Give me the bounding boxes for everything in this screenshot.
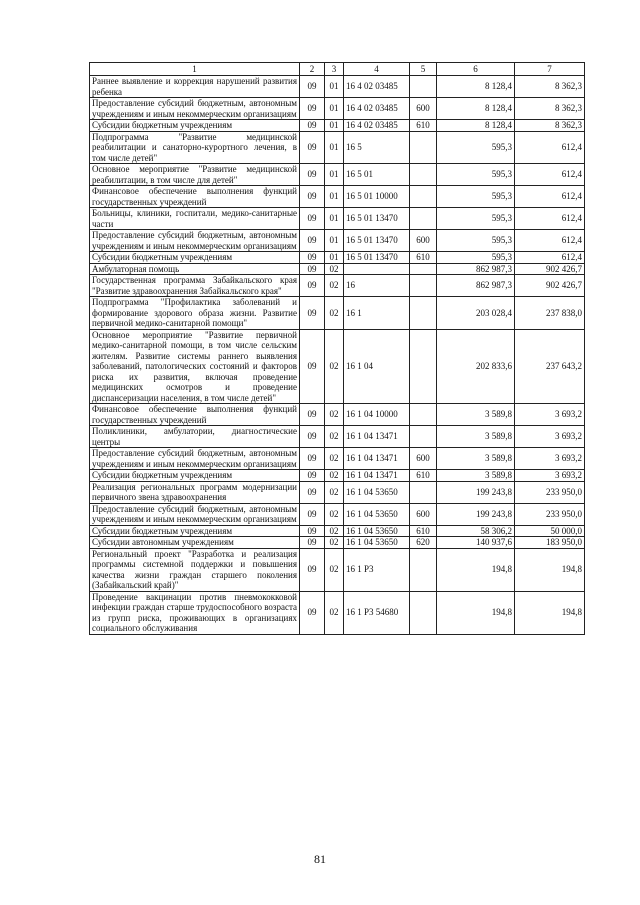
table-row — [90, 208, 585, 230]
row-section-cell: 09 — [300, 76, 325, 98]
row-section-cell: 09 — [300, 164, 325, 186]
row-section-cell: 09 — [300, 503, 325, 525]
row-amount-year1-cell: 199 243,8 — [437, 503, 515, 525]
row-amount-year1-cell: 199 243,8 — [437, 481, 515, 503]
row-target-article-cell: 16 5 01 13470 — [344, 208, 410, 230]
row-subsection-cell: 01 — [325, 120, 344, 132]
row-expense-type-cell: 610 — [410, 252, 437, 264]
table-body — [90, 76, 585, 635]
row-section-cell: 09 — [300, 525, 325, 537]
table-row — [90, 525, 585, 537]
row-amount-year1-cell: 862 987,3 — [437, 263, 515, 275]
row-subsection-cell: 02 — [325, 548, 344, 591]
row-target-article-cell: 16 4 02 03485 — [344, 76, 410, 98]
row-amount-year1-cell: 202 833,6 — [437, 329, 515, 404]
row-amount-year2-cell: 237 643,2 — [515, 329, 585, 404]
row-name-cell: Амбулаторная помощь — [90, 263, 300, 275]
row-amount-year1-cell: 8 128,4 — [437, 76, 515, 98]
row-expense-type-cell: 610 — [410, 470, 437, 482]
row-subsection-cell: 02 — [325, 263, 344, 275]
budget-table — [89, 62, 585, 635]
table-row — [90, 470, 585, 482]
row-amount-year2-cell: 612,4 — [515, 252, 585, 264]
row-target-article-cell: 16 1 04 13471 — [344, 426, 410, 448]
row-expense-type-cell — [410, 404, 437, 426]
row-amount-year2-cell: 612,4 — [515, 230, 585, 252]
row-amount-year1-cell: 862 987,3 — [437, 275, 515, 297]
row-name-cell: Государственная программа Забайкальского края "Развитие здравоохранения Забайкальского края" — [90, 275, 300, 297]
row-amount-year1-cell: 595,3 — [437, 164, 515, 186]
row-subsection-cell: 02 — [325, 404, 344, 426]
table-row — [90, 537, 585, 549]
row-section-cell: 09 — [300, 481, 325, 503]
row-target-article-cell: 16 1 04 53650 — [344, 481, 410, 503]
row-subsection-cell: 02 — [325, 426, 344, 448]
row-expense-type-cell: 610 — [410, 120, 437, 132]
row-name-cell: Предоставление субсидий бюджетным, автономным учреждениям и иным некоммерческим организациям — [90, 230, 300, 252]
table-row — [90, 263, 585, 275]
row-amount-year2-cell: 612,4 — [515, 164, 585, 186]
row-expense-type-cell — [410, 186, 437, 208]
row-subsection-cell: 01 — [325, 186, 344, 208]
row-amount-year1-cell: 194,8 — [437, 591, 515, 634]
row-target-article-cell: 16 4 02 03485 — [344, 120, 410, 132]
row-name-cell: Субсидии бюджетным учреждениям — [90, 252, 300, 264]
row-subsection-cell: 01 — [325, 76, 344, 98]
table-row — [90, 131, 585, 164]
table-row — [90, 591, 585, 634]
row-name-cell: Проведение вакцинации против пневмококковой инфекции граждан старше трудоспособного возраста из групп риска, проживающих в организациях социального обслуживания — [90, 591, 300, 634]
row-amount-year2-cell: 612,4 — [515, 208, 585, 230]
table-row — [90, 275, 585, 297]
row-name-cell: Финансовое обеспечение выполнения функций государственных учреждений — [90, 186, 300, 208]
row-amount-year1-cell: 8 128,4 — [437, 120, 515, 132]
row-expense-type-cell — [410, 329, 437, 404]
table-row — [90, 98, 585, 120]
row-amount-year2-cell: 3 693,2 — [515, 470, 585, 482]
row-amount-year1-cell: 203 028,4 — [437, 297, 515, 330]
row-amount-year2-cell: 8 362,3 — [515, 98, 585, 120]
table-row — [90, 548, 585, 591]
row-amount-year2-cell: 612,4 — [515, 131, 585, 164]
row-expense-type-cell — [410, 208, 437, 230]
table-row — [90, 448, 585, 470]
row-section-cell: 09 — [300, 208, 325, 230]
row-expense-type-cell: 610 — [410, 525, 437, 537]
row-name-cell: Региональный проект "Разработка и реализация программы системной поддержки и повышения качества жизни граждан старшего поколения (Забайкальский край)" — [90, 548, 300, 591]
row-section-cell: 09 — [300, 131, 325, 164]
row-expense-type-cell — [410, 591, 437, 634]
row-expense-type-cell: 600 — [410, 230, 437, 252]
header-cell: 3 — [325, 63, 344, 76]
row-amount-year2-cell: 194,8 — [515, 591, 585, 634]
row-section-cell: 09 — [300, 448, 325, 470]
row-subsection-cell: 01 — [325, 230, 344, 252]
row-target-article-cell: 16 — [344, 275, 410, 297]
row-name-cell: Субсидии бюджетным учреждениям — [90, 525, 300, 537]
row-amount-year1-cell: 8 128,4 — [437, 98, 515, 120]
row-section-cell: 09 — [300, 275, 325, 297]
row-subsection-cell: 01 — [325, 98, 344, 120]
row-subsection-cell: 02 — [325, 525, 344, 537]
row-target-article-cell: 16 5 01 13470 — [344, 252, 410, 264]
row-target-article-cell: 16 1 P3 54680 — [344, 591, 410, 634]
row-subsection-cell: 02 — [325, 481, 344, 503]
row-name-cell: Подпрограмма "Развитие медицинской реабилитации и санаторно-курортного лечения, в том числе детей" — [90, 131, 300, 164]
row-amount-year2-cell: 183 950,0 — [515, 537, 585, 549]
row-name-cell: Поликлиники, амбулатории, диагностические центры — [90, 426, 300, 448]
header-cell: 7 — [515, 63, 585, 76]
row-target-article-cell: 16 1 04 13471 — [344, 470, 410, 482]
row-name-cell: Предоставление субсидий бюджетным, автономным учреждениям и иным некоммерческим организациям — [90, 503, 300, 525]
row-subsection-cell: 02 — [325, 297, 344, 330]
row-section-cell: 09 — [300, 537, 325, 549]
row-section-cell: 09 — [300, 426, 325, 448]
table-row — [90, 230, 585, 252]
table-row — [90, 252, 585, 264]
row-expense-type-cell — [410, 263, 437, 275]
row-amount-year1-cell: 595,3 — [437, 131, 515, 164]
row-amount-year1-cell: 3 589,8 — [437, 470, 515, 482]
row-target-article-cell: 16 5 01 — [344, 164, 410, 186]
row-amount-year1-cell: 3 589,8 — [437, 448, 515, 470]
row-amount-year2-cell: 3 693,2 — [515, 448, 585, 470]
row-name-cell: Основное мероприятие "Развитие медицинской реабилитации, в том числе для детей" — [90, 164, 300, 186]
table-row — [90, 503, 585, 525]
row-subsection-cell: 02 — [325, 470, 344, 482]
row-amount-year2-cell: 3 693,2 — [515, 426, 585, 448]
row-subsection-cell: 01 — [325, 131, 344, 164]
row-section-cell: 09 — [300, 548, 325, 591]
row-name-cell: Основное мероприятие "Развитие первичной медико-санитарной помощи, в том числе сельским жителям. Развитие системы раннего выявления заболеваний, патологических состояний и факторов риска их развития, включая проведение медицинских осмотров и проведение диспансеризации населения, в том числе детей" — [90, 329, 300, 404]
row-expense-type-cell: 600 — [410, 448, 437, 470]
row-expense-type-cell — [410, 481, 437, 503]
row-amount-year2-cell: 612,4 — [515, 186, 585, 208]
row-section-cell: 09 — [300, 186, 325, 208]
row-section-cell: 09 — [300, 230, 325, 252]
row-amount-year2-cell: 8 362,3 — [515, 76, 585, 98]
table-row — [90, 120, 585, 132]
table-row — [90, 426, 585, 448]
row-section-cell: 09 — [300, 297, 325, 330]
row-expense-type-cell — [410, 297, 437, 330]
table-header-row — [90, 63, 585, 76]
row-amount-year1-cell: 595,3 — [437, 252, 515, 264]
row-expense-type-cell: 600 — [410, 98, 437, 120]
row-amount-year1-cell: 595,3 — [437, 208, 515, 230]
table-row — [90, 481, 585, 503]
row-expense-type-cell — [410, 131, 437, 164]
table-row — [90, 329, 585, 404]
row-section-cell: 09 — [300, 252, 325, 264]
table-row — [90, 186, 585, 208]
row-section-cell: 09 — [300, 470, 325, 482]
header-cell: 6 — [437, 63, 515, 76]
row-subsection-cell: 02 — [325, 329, 344, 404]
row-amount-year1-cell: 194,8 — [437, 548, 515, 591]
row-target-article-cell: 16 4 02 03485 — [344, 98, 410, 120]
header-cell: 4 — [344, 63, 410, 76]
row-amount-year2-cell: 8 362,3 — [515, 120, 585, 132]
row-target-article-cell: 16 1 04 53650 — [344, 525, 410, 537]
table-row — [90, 404, 585, 426]
row-amount-year1-cell: 3 589,8 — [437, 404, 515, 426]
row-amount-year2-cell: 194,8 — [515, 548, 585, 591]
row-name-cell: Субсидии автономным учреждениям — [90, 537, 300, 549]
row-name-cell: Субсидии бюджетным учреждениям — [90, 470, 300, 482]
row-name-cell: Подпрограмма "Профилактика заболеваний и формирование здорового образа жизни. Развитие первичной медико-санитарной помощи" — [90, 297, 300, 330]
row-amount-year2-cell: 233 950,0 — [515, 481, 585, 503]
row-amount-year2-cell: 3 693,2 — [515, 404, 585, 426]
row-target-article-cell: 16 1 P3 — [344, 548, 410, 591]
row-subsection-cell: 01 — [325, 164, 344, 186]
row-amount-year1-cell: 58 306,2 — [437, 525, 515, 537]
row-subsection-cell: 02 — [325, 448, 344, 470]
header-cell: 2 — [300, 63, 325, 76]
row-expense-type-cell — [410, 426, 437, 448]
row-section-cell: 09 — [300, 120, 325, 132]
row-amount-year1-cell: 595,3 — [437, 230, 515, 252]
row-amount-year1-cell: 595,3 — [437, 186, 515, 208]
row-target-article-cell: 16 1 04 — [344, 329, 410, 404]
table-row — [90, 76, 585, 98]
row-amount-year2-cell: 902 426,7 — [515, 263, 585, 275]
row-target-article-cell: 16 5 01 13470 — [344, 230, 410, 252]
table-row — [90, 164, 585, 186]
row-expense-type-cell — [410, 548, 437, 591]
row-section-cell: 09 — [300, 263, 325, 275]
row-target-article-cell: 16 1 04 13471 — [344, 448, 410, 470]
row-subsection-cell: 01 — [325, 208, 344, 230]
row-target-article-cell: 16 5 01 10000 — [344, 186, 410, 208]
row-target-article-cell: 16 5 — [344, 131, 410, 164]
row-name-cell: Реализация региональных программ модернизации первичного звена здравоохранения — [90, 481, 300, 503]
row-amount-year2-cell: 237 838,0 — [515, 297, 585, 330]
row-target-article-cell: 16 1 — [344, 297, 410, 330]
row-name-cell: Больницы, клиники, госпитали, медико-санитарные части — [90, 208, 300, 230]
row-target-article-cell — [344, 263, 410, 275]
row-section-cell: 09 — [300, 591, 325, 634]
row-amount-year2-cell: 50 000,0 — [515, 525, 585, 537]
row-subsection-cell: 02 — [325, 537, 344, 549]
row-amount-year2-cell: 233 950,0 — [515, 503, 585, 525]
header-cell: 1 — [90, 63, 300, 76]
row-section-cell: 09 — [300, 98, 325, 120]
row-name-cell: Раннее выявление и коррекция нарушений развития ребенка — [90, 76, 300, 98]
row-name-cell: Финансовое обеспечение выполнения функций государственных учреждений — [90, 404, 300, 426]
table-row — [90, 297, 585, 330]
row-amount-year2-cell: 902 426,7 — [515, 275, 585, 297]
row-expense-type-cell — [410, 275, 437, 297]
row-subsection-cell: 02 — [325, 503, 344, 525]
row-name-cell: Предоставление субсидий бюджетным, автономным учреждениям и иным некоммерческим организациям — [90, 448, 300, 470]
row-section-cell: 09 — [300, 404, 325, 426]
row-subsection-cell: 01 — [325, 252, 344, 264]
row-name-cell: Предоставление субсидий бюджетным, автономным учреждениям и иным некоммерческим организациям — [90, 98, 300, 120]
row-expense-type-cell: 600 — [410, 503, 437, 525]
row-target-article-cell: 16 1 04 53650 — [344, 537, 410, 549]
row-expense-type-cell — [410, 164, 437, 186]
row-subsection-cell: 02 — [325, 591, 344, 634]
page-number: 81 — [314, 852, 326, 866]
row-amount-year1-cell: 140 937,6 — [437, 537, 515, 549]
row-amount-year1-cell: 3 589,8 — [437, 426, 515, 448]
row-expense-type-cell — [410, 76, 437, 98]
row-target-article-cell: 16 1 04 53650 — [344, 503, 410, 525]
row-expense-type-cell: 620 — [410, 537, 437, 549]
row-section-cell: 09 — [300, 329, 325, 404]
header-cell: 5 — [410, 63, 437, 76]
row-subsection-cell: 02 — [325, 275, 344, 297]
row-target-article-cell: 16 1 04 10000 — [344, 404, 410, 426]
row-name-cell: Субсидии бюджетным учреждениям — [90, 120, 300, 132]
